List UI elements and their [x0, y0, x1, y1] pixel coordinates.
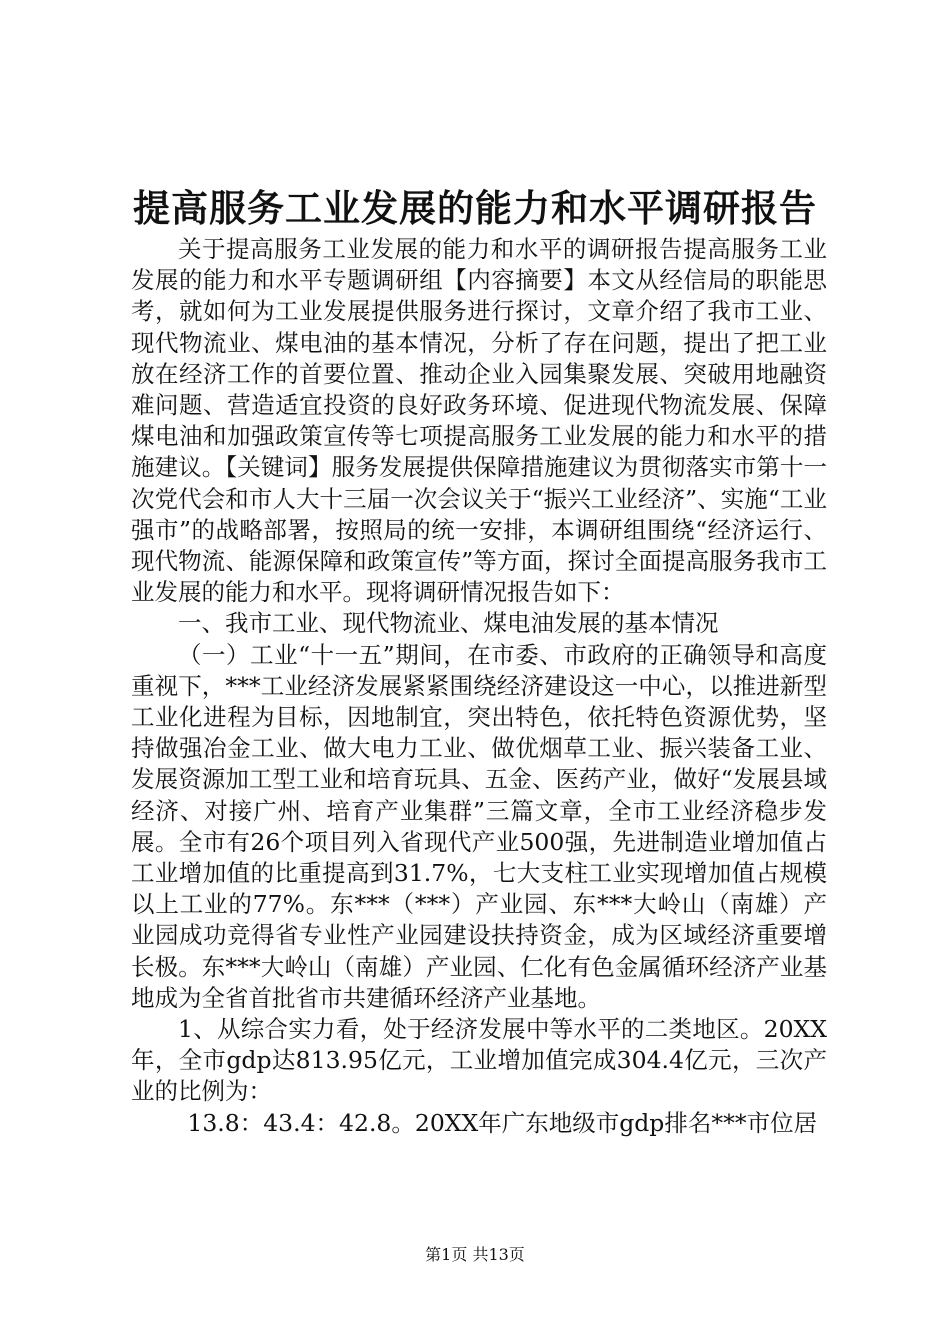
document-title: 提高服务工业发展的能力和水平调研报告	[133, 186, 817, 230]
paragraph-industry: （一）工业“十一五”期间，在市委、市政府的正确领导和高度重视下，***工业经济发展紧紧围绕经济建设这一中心，以推进新型工业化进程为目标，因地制宜，突出特色，依托特色资源优势，坚持做强冶金工业、做大电力工业、做优烟草工业、振兴装备工业、发展资源加工型工业和培育玩具、五金、医药产业，做好“发展县域经济、对接广州、培育产业集群”三篇文章，全市工业经济稳步发展。全市有26个项目列入省现代产业500强，先进制造业增加值占工业增加值的比重提高到31.7%，七大支柱工业实现增加值占规模以上工业的77%。东***（***）产业园、东***大岭山（南雄）产业园成功竞得省专业性产业园建设扶持资金，成为区域经济重要增长极。东***大岭山（南雄）产业园、仁化有色金属循环经济产业基地成为全省首批省市共建循环经济产业基地。	[131, 640, 827, 1012]
paragraph-overall-strength: 1、从综合实力看，处于经济发展中等水平的二类地区。20XX年，全市gdp达813.95亿元，工业增加值完成304.4亿元，三次产业的比例为：	[131, 1015, 827, 1106]
section-heading: 一、我市工业、现代物流业、煤电油发展的基本情况	[178, 609, 719, 638]
document-body	[131, 234, 827, 1139]
paragraph-ratio: 13.8：43.4：42.8。20XX年广东地级市gdp排名***市位居	[187, 1108, 818, 1137]
page-footer: 第1页 共13页	[425, 1245, 525, 1264]
paragraph-abstract: 关于提高服务工业发展的能力和水平的调研报告提高服务工业发展的能力和水平专题调研组【内容摘要】本文从经信局的职能思考，就如何为工业发展提供服务进行探讨，文章介绍了我市工业、现代物流业、煤电油的基本情况，分析了存在问题，提出了把工业放在经济工作的首要位置、推动企业入园集聚发展、突破用地融资难问题、营造适宜投资的良好政务环境、促进现代物流发展、保障煤电油和加强政策宣传等七项提高服务工业发展的能力和水平的措施建议。【关键词】服务发展提供保障措施建议为贯彻落实市第十一次党代会和市人大十三届一次会议关于“振兴工业经济”、实施“工业强市”的战略部署，按照局的统一安排，本调研组围绕“经济运行、现代物流、能源保障和政策宣传”等方面，探讨全面提高服务我市工业发展的能力和水平。现将调研情况报告如下：	[131, 235, 827, 607]
